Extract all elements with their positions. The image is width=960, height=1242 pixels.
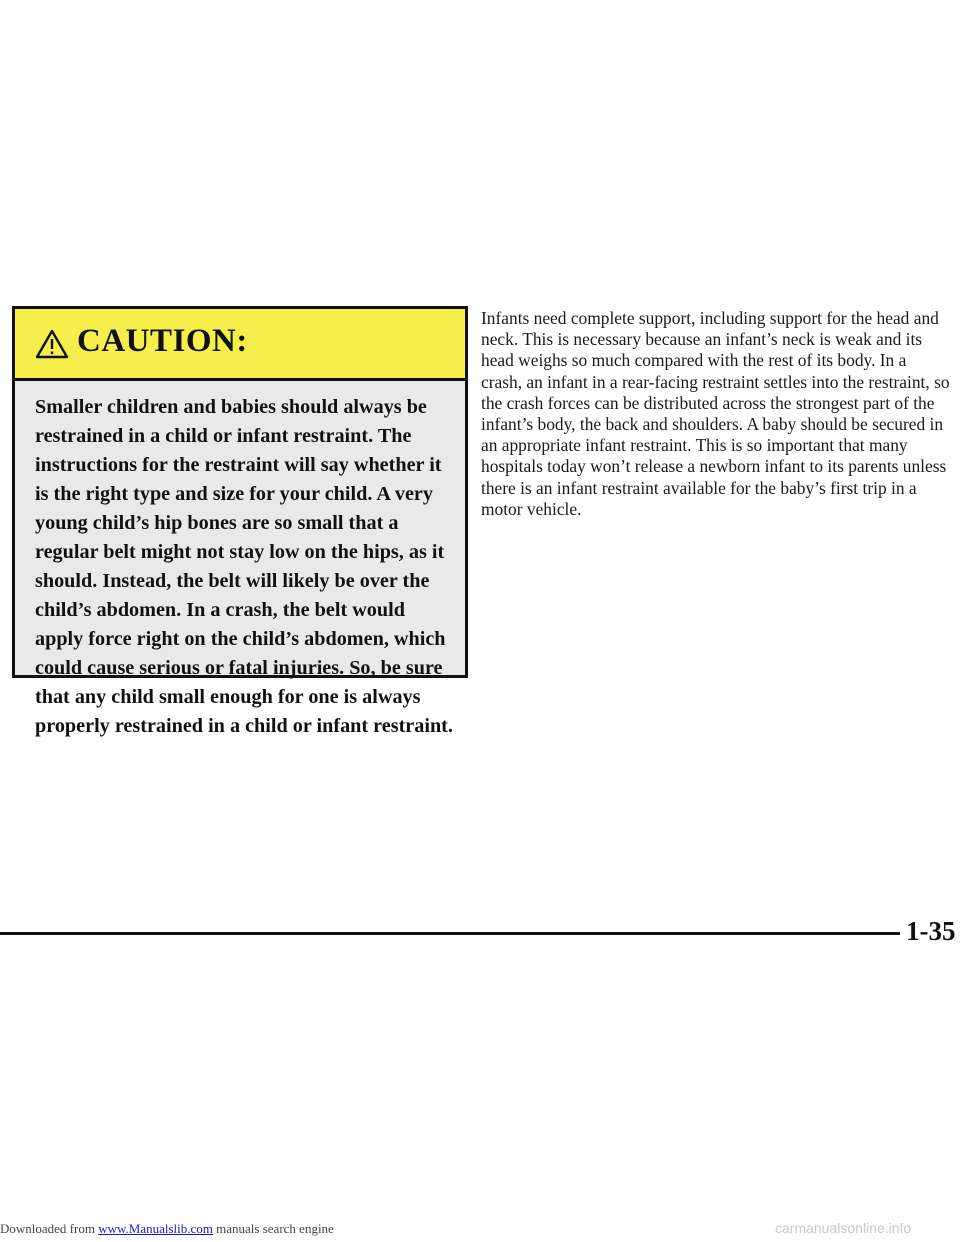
caution-body-text: Smaller children and babies should always be restrained in a child or infant restraint. The instructions for the restraint will say whether it is the right type and size for your child. A very young child’s hip bones are so small that a regular belt might not stay low on the hips, as it should. Instead, the belt will likely be over the child’s abdomen. In a crash, the belt would apply force right on the child’s abdomen, which could cause serious or fatal injuries. So, be sure that any child small enough for one is always properly restrained in a child or infant restraint.: [35, 396, 453, 737]
footer-prefix: Downloaded from: [0, 1221, 99, 1236]
manualslib-link[interactable]: www.Manualslib.com: [98, 1221, 213, 1236]
infant-support-paragraph: Infants need complete support, including support for the head and neck. This is necessary because an infant’s neck is weak and its head weighs so much compared with the rest of its body. In a crash, an infant in a rear-facing restraint settles into the restraint, so the crash forces can be distributed across the strongest part of the infant’s body, the back and shoulders. A baby should be secured in an appropriate infant restraint. This is so important that many hospitals today won’t release a newborn infant to its parents unless there is an infant restraint available for the baby’s first trip in a motor vehicle.: [481, 308, 950, 519]
footer-rule: [0, 932, 900, 935]
page-number: 1-35: [906, 916, 956, 946]
download-footer: [0, 1221, 334, 1241]
caution-header: [15, 309, 465, 381]
caution-title: CAUTION:: [77, 323, 248, 359]
watermark: carmanualsonline.info: [775, 1220, 912, 1236]
warning-triangle-icon: [35, 329, 69, 359]
caution-box: [12, 306, 468, 737]
footer-suffix: manuals search engine: [212, 1221, 334, 1236]
